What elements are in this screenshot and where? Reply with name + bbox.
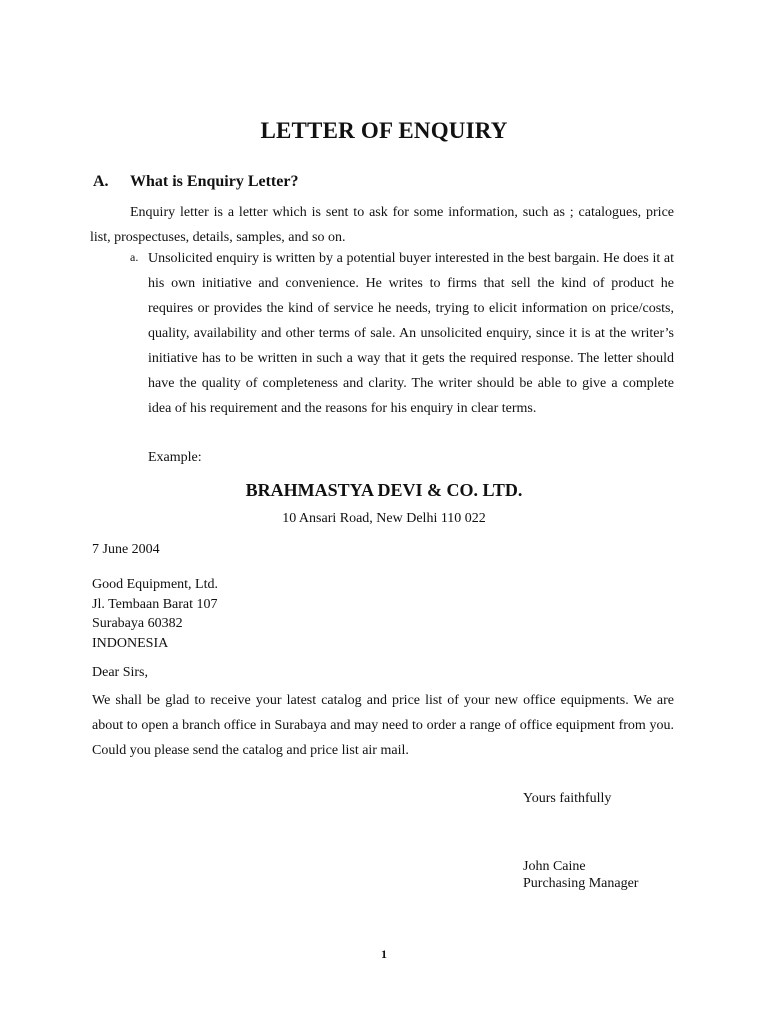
section-number: A. bbox=[93, 173, 109, 190]
signer-title: Purchasing Manager bbox=[523, 876, 639, 891]
list-item-text: Unsolicited enquiry is written by a potential buyer interested in the best bargain. He does it at his own initiative and convenience. He writes to firms that sell the kind of product he requires or provides the kind of service he needs, trying to elicit information on price/costs, quality, availability and other terms of sale. An unsolicited enquiry, since it is at the writer’s initiative has to be written in such a way that it gets the required response. The letter should have the quality of completeness and clarity. The writer should be able to give a complete idea of his requirement and the reasons for his enquiry in clear terms. bbox=[148, 251, 674, 416]
signer-name: John Caine bbox=[523, 859, 586, 874]
recipient-address bbox=[92, 575, 218, 653]
letter-closing: Yours faithfully bbox=[523, 791, 612, 806]
intro-text: Enquiry letter is a letter which is sent to ask for some information, such as ; catalogues, price list, prospectuses, details, samples, and so on. bbox=[90, 205, 674, 245]
document-title: LETTER OF ENQUIRY bbox=[260, 118, 508, 143]
list-item-marker: a. bbox=[130, 250, 139, 264]
letter-salutation: Dear Sirs, bbox=[92, 665, 148, 680]
recipient-line: Surabaya 60382 bbox=[92, 616, 183, 631]
signature-block bbox=[523, 858, 638, 892]
recipient-line: INDONESIA bbox=[92, 635, 169, 651]
letter-body: We shall be glad to receive your latest catalog and price list of your new office equipments. We are about to open a branch office in Surabaya and may need to order a range of office equipment from you. Could you please send the catalog and price list air mail. bbox=[92, 693, 674, 758]
section-heading-text: What is Enquiry Letter? bbox=[130, 173, 299, 190]
example-label: Example: bbox=[148, 450, 202, 465]
intro-paragraph bbox=[90, 200, 674, 250]
letterhead-address: 10 Ansari Road, New Delhi 110 022 bbox=[282, 511, 486, 526]
recipient-line: Jl. Tembaan Barat 107 bbox=[92, 596, 218, 612]
recipient-line: Good Equipment, Ltd. bbox=[92, 577, 218, 592]
page-number: 1 bbox=[381, 947, 387, 961]
letterhead-company: BRAHMASTYA DEVI & CO. LTD. bbox=[245, 480, 523, 500]
letter-date: 7 June 2004 bbox=[92, 542, 160, 557]
